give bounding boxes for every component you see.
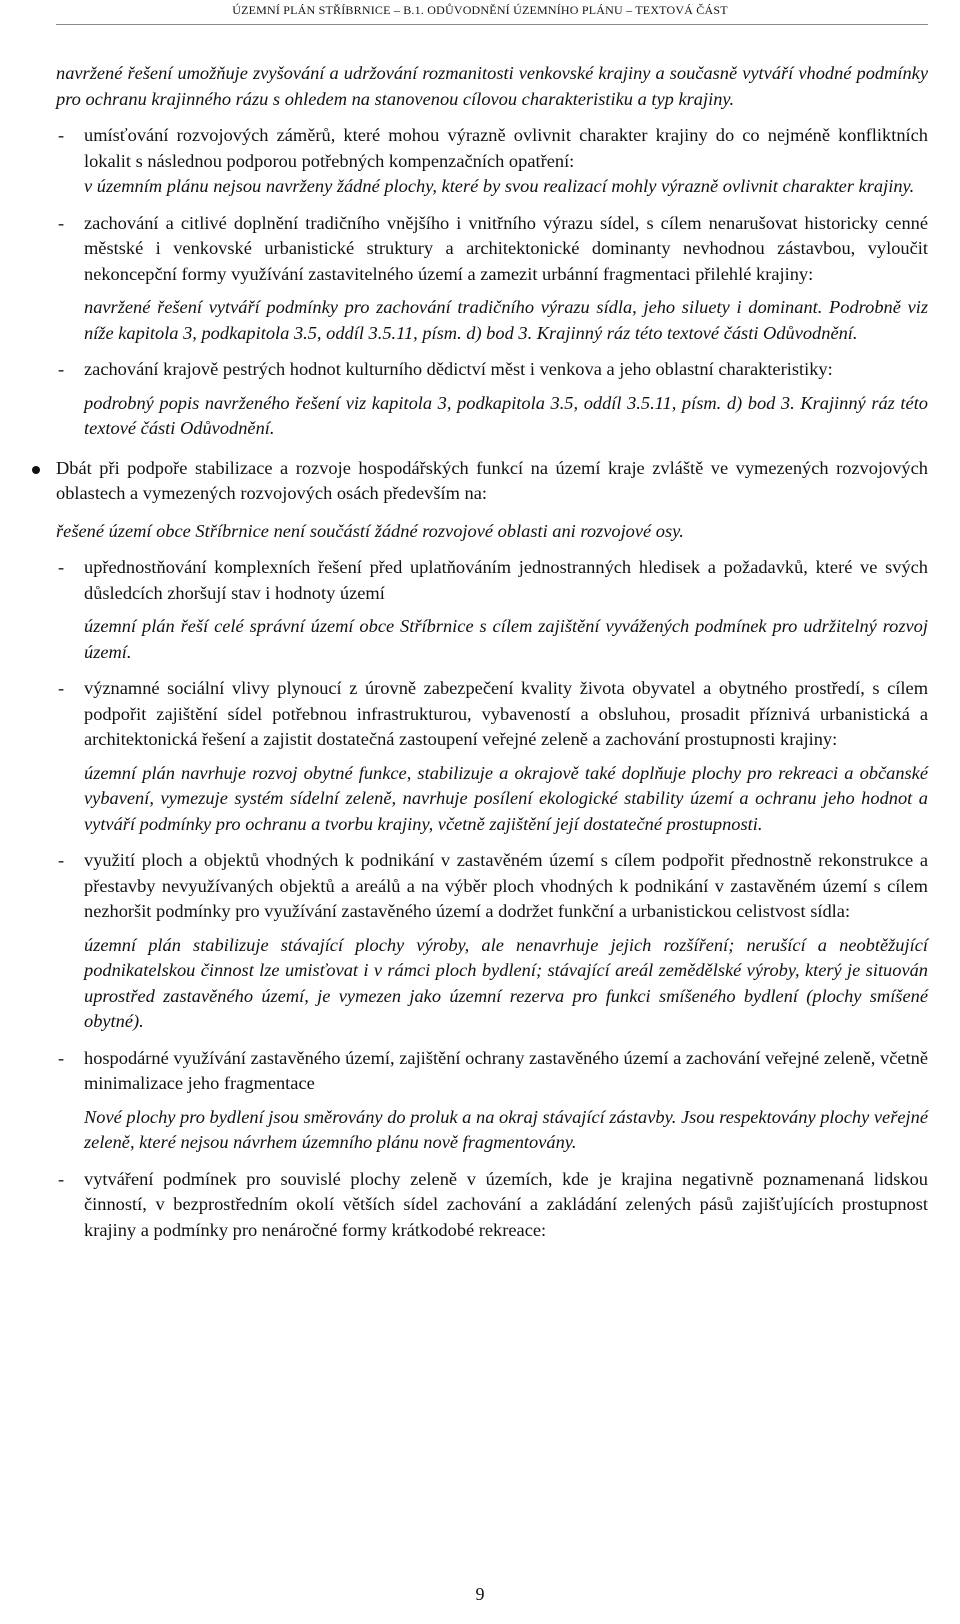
list-item	[56, 357, 928, 442]
dash-marker: -	[58, 212, 65, 233]
requirement-text: zachování a citlivé doplnění tradičního vnějšího i vnitřního výrazu sídel, s cílem nenarušovat historicky cenné městské i venkovské urbanistické struktury a architektonické dominanty nevhodnou zástavbou, vyloučit nekoncepční formy využívání zastavitelného území a zamezit urbánní fragmentaci přilehlé krajiny:	[84, 212, 928, 284]
response-text: územní plán navrhuje rozvoj obytné funkce, stabilizuje a okrajově také doplňuje plochy pro rekreaci a občanské vybavení, vymezuje systém sídelní zeleně, navrhuje posílení ekologické stability území a ochranu jeho hodnot a vytváří podmínky pro ochranu a tvorbu krajiny, včetně zajištění její dostatečné prostupnosti.	[84, 762, 928, 834]
dash-marker: -	[58, 850, 65, 870]
bullet-item	[56, 456, 928, 507]
requirement-text: zachování krajově pestrých hodnot kulturního dědictví měst i venkova a jeho oblastní charakteristiky:	[84, 359, 833, 379]
bullet-response: řešené území obce Stříbrnice není součástí žádné rozvojové oblasti ani rozvojové osy.	[56, 520, 684, 541]
page-number: 9	[475, 1584, 485, 1604]
requirement-text: hospodárné využívání zastavěného území, zajištění ochrany zastavěného území a zachování veřejné zeleně, včetně minimalizace jeho fragmentace	[84, 1047, 928, 1093]
dash-marker: -	[58, 125, 65, 145]
dash-marker: -	[58, 1047, 65, 1068]
response-text: Nové plochy pro bydlení jsou směrovány do proluk a na okraj stávající zástavby. Jsou respektovány plochy veřejné zeleně, které nejsou návrhem územního plánu nově fragmentovány.	[84, 1106, 928, 1152]
bullet-heading: Dbát při podpoře stabilizace a rozvoje hospodářských funkcí na území kraje zvláště ve vymezených rozvojových oblastech a vymezených rozvojových osách především na:	[56, 457, 928, 503]
dash-marker: -	[58, 557, 65, 577]
list-item	[56, 555, 928, 665]
requirement-text: vytváření podmínek pro souvislé plochy zeleně v územích, kde je krajina negativně poznamenaná lidskou činností, v bezprostředním okolí větších sídel zachování a zakládání zelených pásů zajišťujících prostupnost krajiny a podmínky pro nenáročné formy krátkodobé rekreace:	[84, 1168, 928, 1240]
running-header: ÚZEMNÍ PLÁN STŘÍBRNICE – B.1. ODŮVODNĚNÍ ÚZEMNÍHO PLÁNU – TEXTOVÁ ČÁST	[232, 3, 728, 17]
dash-marker: -	[58, 1168, 65, 1189]
list-item	[56, 676, 928, 837]
list-item	[56, 211, 928, 347]
requirement-text: umísťování rozvojových záměrů, které mohou výrazně ovlivnit charakter krajiny do co nejméně konfliktních lokalit s následnou podporou potřebných kompenzačních opatření:	[84, 125, 928, 171]
intro-paragraph: navržené řešení umožňuje zvyšování a udržování rozmanitosti venkovské krajiny a současně vytváří vhodné podmínky pro ochranu krajinného rázu s ohledem na stanovenou cílovou charakteristiku a typ krajiny.	[56, 63, 928, 109]
header-rule	[56, 24, 928, 25]
response-text: navržené řešení vytváří podmínky pro zachování tradičního výrazu sídla, jeho siluety i dominant. Podrobně viz níže kapitola 3, podkapitola 3.5, oddíl 3.5.11, písm. d) bod 3. Krajinný ráz této textové části Odůvodnění.	[84, 297, 928, 343]
bullet-dot-icon	[32, 466, 40, 474]
requirement-text: využití ploch a objektů vhodných k podnikání v zastavěném území s cílem podpořit přednostně rekonstrukce a přestavby nevyužívaných objektů a areálů a na výběr ploch vhodných k podnikání v zastavěném území s cílem nezhoršit podmínky pro využívání zastavěného území a dodržet funkční a urbanistickou celistvost sídla:	[84, 850, 928, 921]
document-body	[56, 61, 928, 1243]
dash-marker: -	[58, 678, 65, 698]
response-text: územní plán řeší celé správní území obce Stříbrnice s cílem zajištění vyvážených podmínek pro udržitelný rozvoj území.	[84, 616, 928, 662]
list-item	[56, 123, 928, 200]
response-text: územní plán stabilizuje stávající plochy výroby, ale nenavrhuje jejich rozšíření; nerušící a neobtěžující podnikatelskou činnost lze umisťovat i v rámci ploch bydlení; stávající areál zemědělské výroby, který je situován uprostřed zastavěného území, je vymezen jako územní rezerva pro funkci smíšeného bydlení (plochy smíšené obytné).	[84, 934, 928, 1031]
response-text: podrobný popis navrženého řešení viz kapitola 3, podkapitola 3.5, oddíl 3.5.11, písm. d) bod 3. Krajinný ráz této textové části Odůvodnění.	[84, 392, 928, 438]
list-item	[56, 848, 928, 1035]
dash-marker: -	[58, 359, 65, 379]
requirement-text: upřednostňování komplexních řešení před uplatňováním jednostranných hledisek a požadavků, které ve svých důsledcích zhoršují stav i hodnoty území	[84, 557, 928, 603]
list-item	[56, 1046, 928, 1156]
requirement-text: významné sociální vlivy plynoucí z úrovně zabezpečení kvality života obyvatel a obytného prostředí, s cílem podpořit zajištění sídel potřebnou infrastrukturou, vybaveností a obsluhou, prosadit příznivá urbanistická a architektonická řešení a zajistit dostatečná zastoupení veřejné zeleně a zachování prostupnosti krajiny:	[84, 678, 928, 749]
list-item	[56, 1167, 928, 1244]
response-text: v územním plánu nejsou navrženy žádné plochy, které by svou realizací mohly výrazně ovlivnit charakter krajiny.	[84, 176, 915, 196]
